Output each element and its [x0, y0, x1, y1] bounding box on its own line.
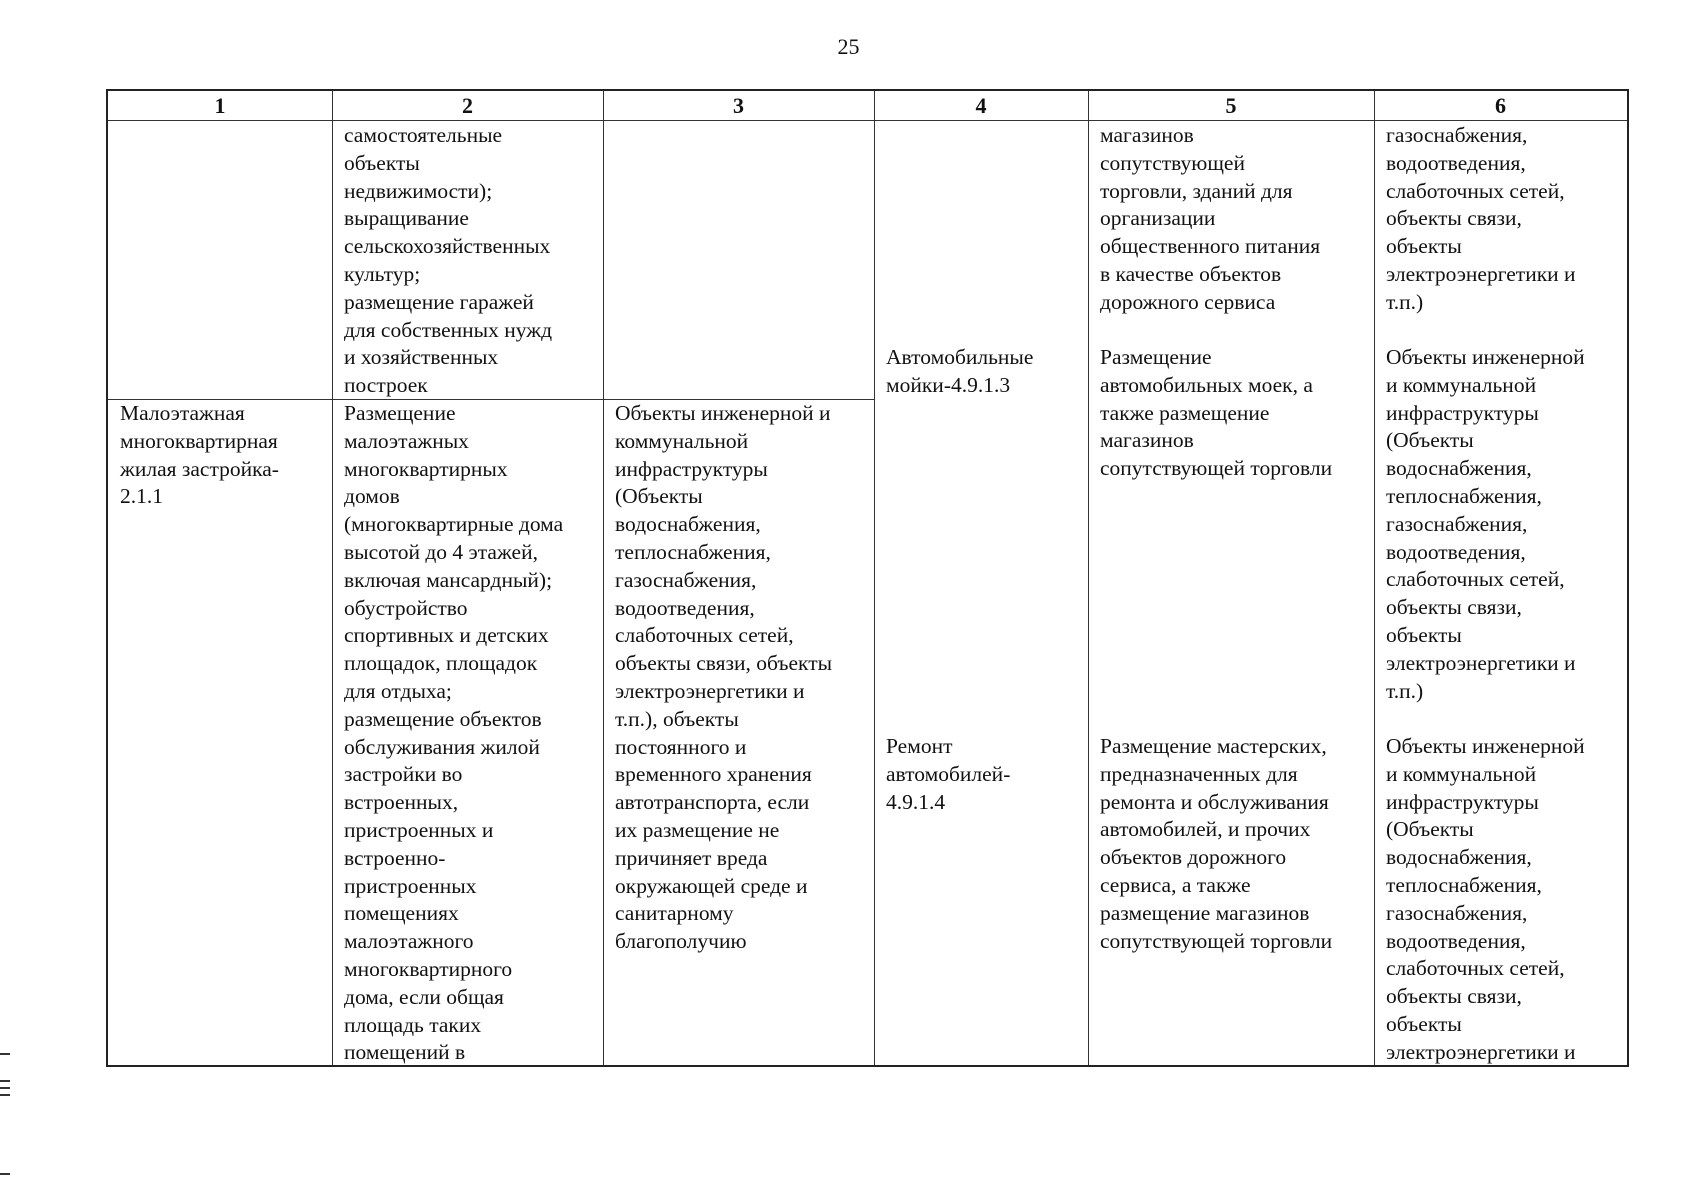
margin-mark [0, 1080, 10, 1082]
cell-use-car-repair: Ремонт автомобилей- 4.9.1.4 [886, 734, 1011, 814]
header-col-3: 3 [733, 93, 744, 118]
cell-description-continued: магазинов сопутствующей торговли, зданий для организации общественного питания в качестве объектов дорожного сервиса [1100, 123, 1321, 314]
margin-mark [0, 1094, 10, 1096]
cell-zone-low-rise-housing: Малоэтажная многоквартирная жилая застройка- 2.1.1 [120, 401, 279, 509]
header-col-6: 6 [1495, 93, 1506, 118]
margin-mark [0, 1053, 10, 1055]
cell-infrastructure-continued: газоснабжения, водоотведения, слаботочных сетей, объекты связи, объекты электроэнергетики и т.п.) [1386, 123, 1576, 314]
cell-description-car-wash: Размещение автомобильных моек, а также размещение магазинов сопутствующей торговли [1100, 345, 1333, 481]
cell-use-car-wash: Автомобильные мойки-4.9.1.3 [886, 345, 1034, 397]
land-use-table [106, 89, 1629, 1067]
header-col-2: 2 [462, 93, 473, 118]
cell-infrastructure-car-repair: Объекты инженерной и коммунальной инфраструктуры (Объекты водоснабжения, теплоснабжения, газоснабжения, водоотведения, слаботочных сетей, объекты связи, объекты электроэнергетики и [1386, 734, 1585, 1064]
margin-mark [0, 1087, 10, 1089]
cell-auxiliary-use-low-rise: Объекты инженерной и коммунальной инфраструктуры (Объекты водоснабжения, теплоснабжения, газоснабжения, водоотведения, слаботочных сетей, объекты связи, объекты электроэнергетики и т.п.), объекты постоянного и временного хранения автотранспорта, если их размещение не причиняет вреда окружающей среде и санитарному благополучию [615, 401, 833, 954]
header-row-divider [108, 120, 1627, 121]
cell-description-car-repair: Размещение мастерских, предназначенных для ремонта и обслуживания автомобилей, и прочих объектов дорожного сервиса, а также размещение магазинов сопутствующей торговли [1100, 734, 1333, 953]
column-divider [1088, 91, 1089, 1065]
column-divider [1374, 91, 1375, 1065]
cell-permitted-use-continued: самостоятельные объекты недвижимости); выращивание сельскохозяйственных культур; размещение гаражей для собственных нужд и хозяйственных построек [344, 123, 553, 398]
column-divider [332, 91, 333, 1065]
page-number: 25 [837, 34, 860, 59]
column-divider [874, 91, 875, 1065]
margin-mark [0, 1173, 10, 1175]
cell-infrastructure-car-wash: Объекты инженерной и коммунальной инфраструктуры (Объекты водоснабжения, теплоснабжения, газоснабжения, водоотведения, слаботочных сетей, объекты связи, объекты электроэнергетики и т.п.) [1386, 345, 1585, 703]
column-divider [603, 91, 604, 1065]
header-col-1: 1 [214, 93, 226, 118]
header-col-5: 5 [1225, 93, 1237, 118]
cell-permitted-use-low-rise: Размещение малоэтажных многоквартирных домов (многоквартирные дома высотой до 4 этажей, включая мансардный); обустройство спортивных и детских площадок, площадок для отдыха; размещение объектов обслуживания жилой застройки во встроенных, пристроенных и встроенно- пристроенных помещениях малоэтажного многоквартирного дома, если общая площадь таких помещений в [344, 401, 564, 1065]
header-col-4: 4 [975, 93, 987, 118]
